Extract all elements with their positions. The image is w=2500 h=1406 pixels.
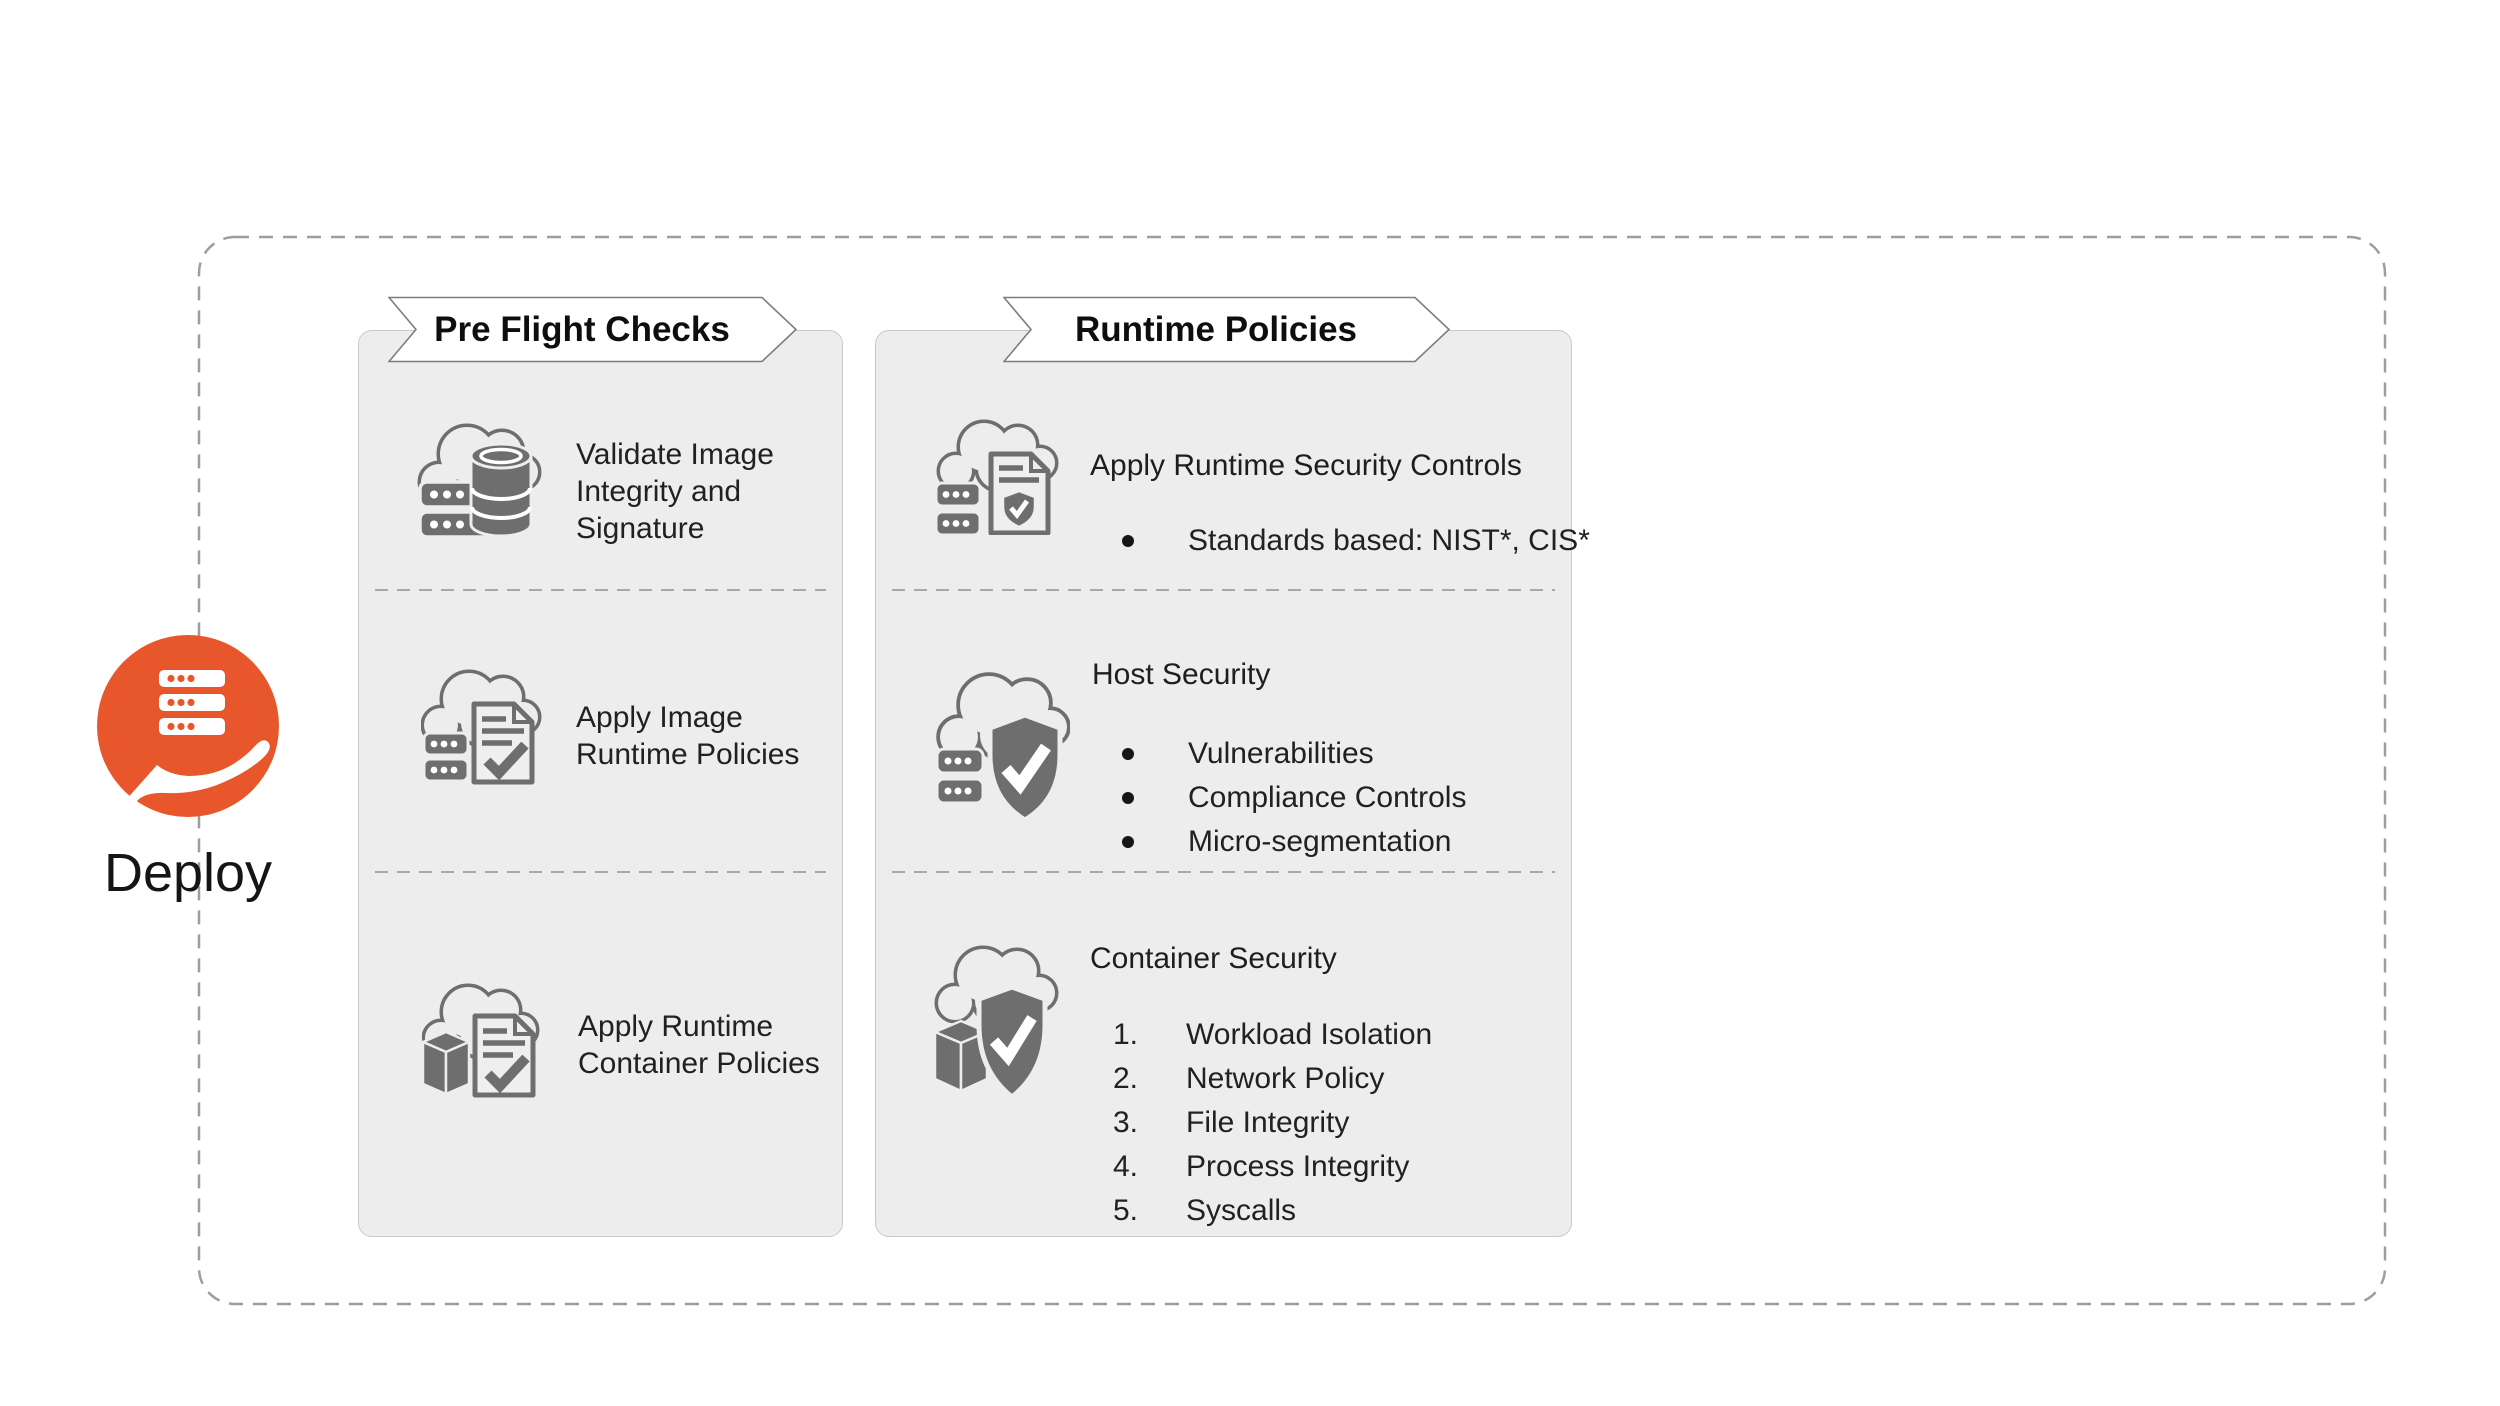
bullet-dot-icon bbox=[1122, 748, 1134, 760]
banner-title: Runtime Policies bbox=[1074, 309, 1358, 349]
bullet-list bbox=[1122, 519, 1590, 563]
section-divider bbox=[892, 589, 1555, 591]
banner-runtime-policies bbox=[1003, 296, 1451, 363]
runtime-section-title: Host Security bbox=[1092, 658, 1271, 691]
pre-flight-item-text: Apply Runtime Container Policies bbox=[578, 1010, 820, 1080]
numbered-item: 5. Syscalls bbox=[1113, 1194, 1297, 1227]
banner-pre-flight-checks bbox=[388, 296, 798, 363]
bullet-item: Standards based: NIST*, CIS* bbox=[1122, 519, 1590, 563]
cloud-shield-servers-icon bbox=[935, 659, 1070, 824]
cloud-container-shield-icon bbox=[933, 939, 1069, 1101]
deploy-label: Deploy bbox=[103, 843, 273, 903]
banner-title: Pre Flight Checks bbox=[434, 309, 730, 349]
bullet-item: Micro-segmentation bbox=[1122, 820, 1466, 864]
cloud-database-servers-icon bbox=[417, 414, 547, 539]
bullet-dot-icon bbox=[1122, 792, 1134, 804]
numbered-item: 1. Workload Isolation bbox=[1113, 1018, 1433, 1051]
panel-pre-flight-checks bbox=[358, 330, 843, 1237]
numbered-item: 3. File Integrity bbox=[1113, 1106, 1350, 1139]
bullet-list bbox=[1122, 732, 1466, 864]
deploy-badge bbox=[97, 635, 279, 817]
section-divider bbox=[375, 871, 826, 873]
numbered-list bbox=[1113, 1013, 1432, 1233]
section-divider bbox=[375, 589, 826, 591]
pre-flight-item-text: Validate Image Integrity and Signature bbox=[576, 438, 774, 545]
bullet-dot-icon bbox=[1122, 535, 1134, 547]
runtime-section-title: Apply Runtime Security Controls bbox=[1090, 449, 1522, 482]
runtime-section-title: Container Security bbox=[1090, 942, 1337, 975]
numbered-item: 2. Network Policy bbox=[1113, 1062, 1385, 1095]
cloud-container-policy-document-icon bbox=[422, 976, 542, 1098]
bullet-item: Vulnerabilities bbox=[1122, 732, 1466, 776]
numbered-item: 4. Process Integrity bbox=[1113, 1150, 1410, 1183]
hand-holding-servers-icon bbox=[97, 635, 279, 817]
section-divider bbox=[892, 871, 1555, 873]
bullet-dot-icon bbox=[1122, 836, 1134, 848]
panel-runtime-policies bbox=[875, 330, 1590, 1237]
pre-flight-item-text: Apply Image Runtime Policies bbox=[576, 701, 800, 771]
bullet-item: Compliance Controls bbox=[1122, 776, 1466, 820]
cloud-policy-document-servers-icon bbox=[421, 661, 546, 785]
cloud-security-document-servers-icon bbox=[934, 419, 1060, 535]
